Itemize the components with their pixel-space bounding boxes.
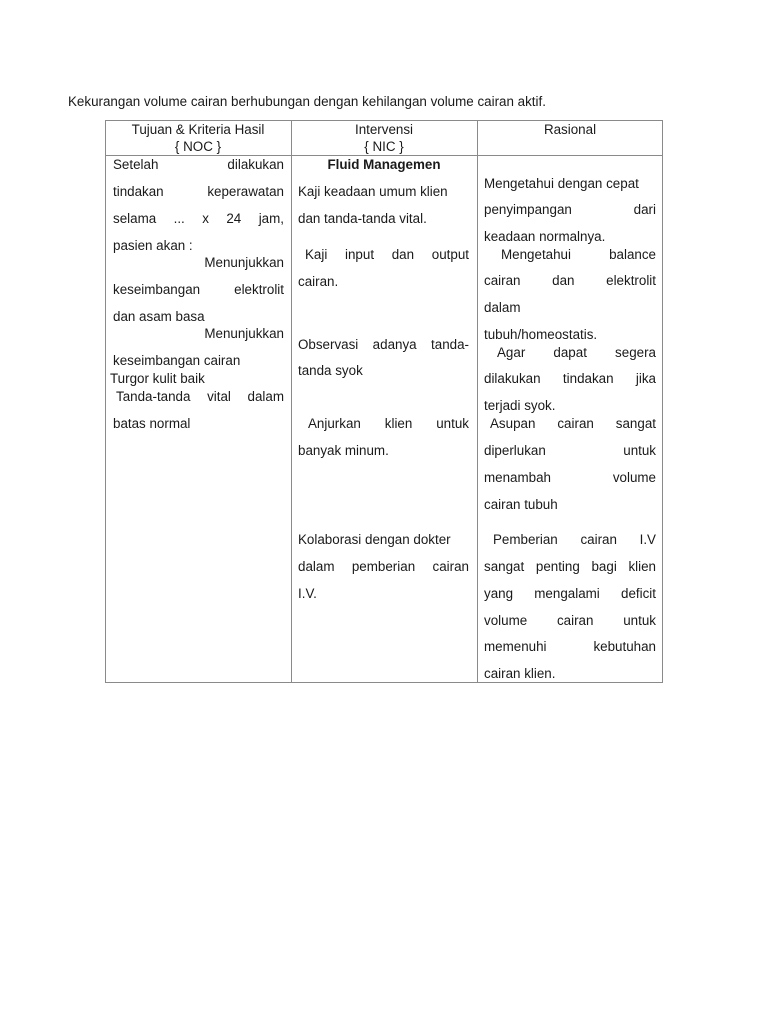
document-caption: Kekurangan volume cairan berhubungan dengan kehilangan volume cairan aktif. (68, 94, 546, 109)
header-rasional (477, 121, 663, 138)
noc-line: pasien akan : (113, 238, 193, 253)
rasional-line: terjadi syok. (484, 398, 556, 413)
rasional-line: Asupan cairan sangat (490, 416, 656, 431)
nic-section-title: Fluid Managemen (327, 157, 441, 172)
noc-line: Tanda-tanda vital dalam (116, 389, 284, 404)
rasional-line: menambah volume (484, 470, 656, 485)
noc-line: keseimbangan elektrolit (113, 282, 284, 297)
rasional-line: Pemberian cairan I.V (493, 532, 656, 547)
rasional-line: tubuh/homeostatis. (484, 327, 598, 342)
care-plan-table (105, 120, 663, 683)
noc-line: dan asam basa (113, 309, 205, 324)
rasional-line: Agar dapat segera (497, 345, 656, 360)
noc-line: Menunjukkan (204, 255, 284, 270)
header-nic-sub: { NIC } (364, 139, 404, 154)
header-nic-title: Intervensi (354, 122, 414, 137)
rasional-line: cairan dan elektrolit (484, 273, 656, 288)
rasional-line: diperlukan untuk (484, 443, 656, 458)
nic-line: banyak minum. (298, 443, 389, 458)
noc-line: selama ... x 24 jam, (113, 211, 284, 226)
rasional-line: keadaan normalnya. (484, 229, 606, 244)
rasional-line: cairan klien. (484, 666, 556, 681)
nic-line: Kaji input dan output (305, 247, 469, 262)
header-nic (291, 121, 477, 155)
nic-line: tanda syok (298, 363, 363, 378)
nic-line: Anjurkan klien untuk (308, 416, 469, 431)
noc-line: Turgor kulit baik (110, 371, 205, 386)
rasional-line: Mengetahui balance (501, 247, 656, 262)
noc-line: Setelah dilakukan (113, 157, 284, 172)
rasional-line: yang mengalami deficit (484, 586, 656, 601)
nic-line: Observasi adanya tanda- (298, 337, 469, 352)
nic-line: I.V. (298, 586, 317, 601)
rasional-line: memenuhi kebutuhan (484, 639, 656, 654)
nic-line: cairan. (298, 274, 339, 289)
rasional-line: dalam (484, 300, 521, 315)
rasional-line: Mengetahui dengan cepat (484, 176, 639, 191)
column-divider-2 (477, 120, 478, 683)
rasional-line: penyimpangan dari (484, 202, 656, 217)
noc-line: tindakan keperawatan (113, 184, 284, 199)
header-noc-sub: { NOC } (174, 139, 222, 154)
table-border-right (662, 120, 663, 683)
noc-line: Menunjukkan (204, 326, 284, 341)
header-rasional-title: Rasional (543, 122, 597, 137)
nic-line: Kolaborasi dengan dokter (298, 532, 451, 547)
nic-line: dan tanda-tanda vital. (298, 211, 427, 226)
nic-line: Kaji keadaan umum klien (298, 184, 448, 199)
noc-line: batas normal (113, 416, 191, 431)
rasional-line: volume cairan untuk (484, 613, 656, 628)
rasional-line: dilakukan tindakan jika (484, 371, 656, 386)
rasional-line: sangat penting bagi klien (484, 559, 656, 574)
noc-line: keseimbangan cairan (113, 353, 241, 368)
nic-line: dalam pemberian cairan (298, 559, 469, 574)
rasional-line: cairan tubuh (484, 497, 558, 512)
column-divider-1 (291, 120, 292, 683)
header-noc (105, 121, 291, 155)
table-border-left (105, 120, 106, 683)
header-noc-title: Tujuan & Kriteria Hasil (131, 122, 265, 137)
